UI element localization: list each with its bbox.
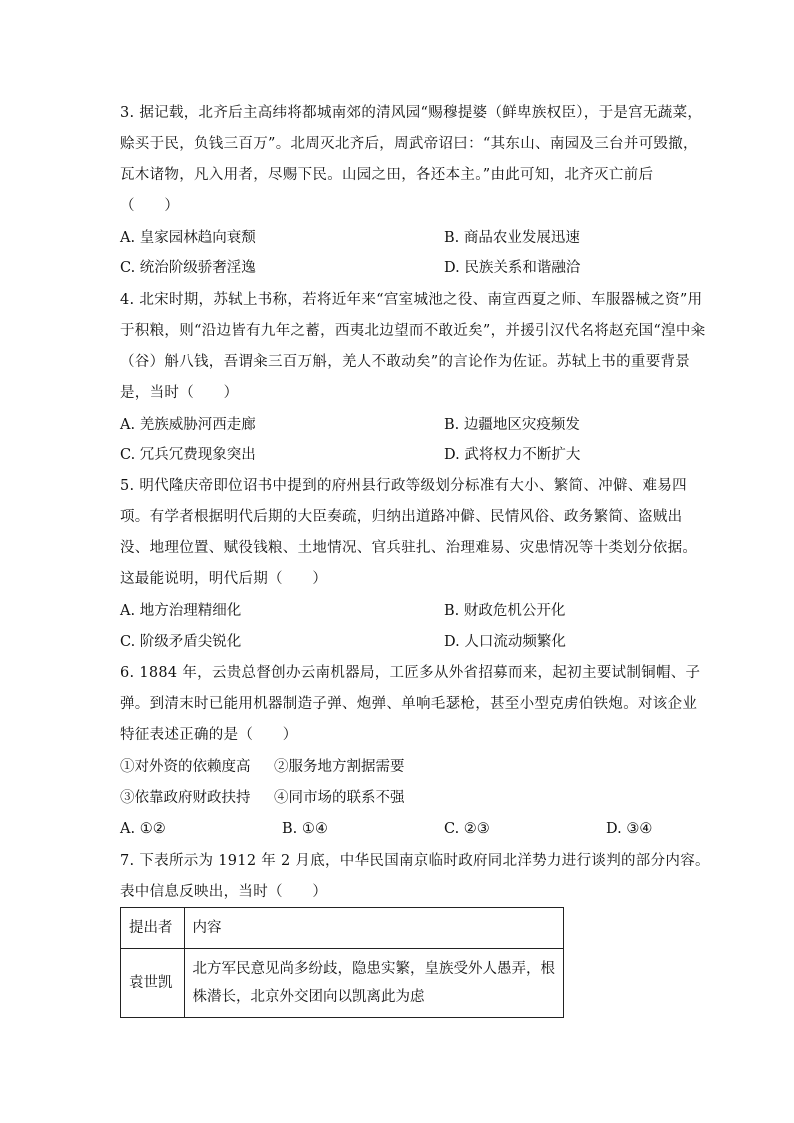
- table-header-content: 内容: [184, 908, 564, 949]
- q6-option-b: B. ①④: [282, 821, 328, 837]
- question-7: [120, 846, 710, 908]
- q5-line: 这最能说明，明代后期（ ）: [120, 571, 328, 587]
- q4-line: 是，当时（ ）: [120, 385, 239, 401]
- q3-line: 瓦木诸物，凡入用者，尽赐下民。山园之田，各还本主。”由此可知，北齐灭亡前后: [120, 167, 654, 183]
- table-cell-proposer: 袁世凯: [121, 949, 185, 1018]
- q4-line: （谷）斛八钱，吾谓籴三百万斛，羌人不敢动矣”的言论作为佐证。苏轼上书的重要背景: [120, 354, 691, 370]
- q7-table: [120, 907, 564, 1018]
- q7-line: 7. 下表所示为 1912 年 2 月底，中华民国南京临时政府同北洋势力进行谈判的部分内容。: [120, 853, 710, 869]
- question-6: [120, 658, 701, 751]
- q3-option-b: B. 商品农业发展迅速: [444, 230, 580, 246]
- q6-line: 特征表述正确的是（ ）: [120, 727, 298, 743]
- q4-line: 于积粮，则“沿边皆有九年之蓄，西夷北边望而不敢近矣”，并援引汉代名将赵充国“湟中籴: [120, 323, 706, 339]
- question-3: [120, 98, 703, 222]
- table-cell-line: 株潜长，北京外交团向以凯离此为虑: [192, 989, 425, 1005]
- q3-line: 赊买于民，负钱三百万”。北周灭北齐后，周武帝诏曰：“其东山、南园及三台并可毁撤，: [120, 136, 698, 152]
- q3-option-a: A. 皇家园林趋向衰颓: [120, 230, 256, 246]
- q5-option-b: B. 财政危机公开化: [444, 603, 566, 619]
- q6-statement-2: ②服务地方割据需要: [274, 759, 405, 775]
- q5-option-d: D. 人口流动频繁化: [444, 634, 566, 650]
- q7-line: 表中信息反映出，当时（ ）: [120, 884, 328, 900]
- q6-statement-1: ①对外资的依赖度高: [120, 759, 251, 775]
- q3-line: 3. 据记载，北齐后主高纬将都城南郊的清风园“赐穆提婆（鲜卑族权臣），于是宫无蔬菜，: [120, 105, 703, 121]
- q6-option-d: D. ③④: [606, 821, 653, 837]
- q5-option-c: C. 阶级矛盾尖锐化: [120, 634, 242, 650]
- table-header-row: [121, 908, 564, 949]
- question-4: [120, 285, 706, 409]
- q3-option-d: D. 民族关系和谐融洽: [444, 260, 581, 276]
- q6-option-a: A. ①②: [120, 821, 166, 837]
- table-row: [121, 949, 564, 1018]
- q4-option-c: C. 冗兵冗费现象突出: [120, 447, 256, 463]
- q4-option-d: D. 武将权力不断扩大: [444, 447, 581, 463]
- q6-line: 6. 1884 年，云贵总督创办云南机器局，工匠多从外省招募而来，起初主要试制铜帽、子: [120, 665, 701, 681]
- q6-statement-3: ③依靠政府财政扶持: [120, 790, 251, 806]
- q5-line: 没、地理位置、赋役钱粮、土地情况、官兵驻扎、治理难易、灾患情况等十类划分依据。: [120, 540, 698, 556]
- q5-line: 5. 明代隆庆帝即位诏书中提到的府州县行政等级划分标准有大小、繁简、冲僻、难易四: [120, 478, 687, 494]
- table-cell-line: 北方军民意见尚多纷歧，隐患实繁，皇族受外人愚弄，根: [192, 961, 555, 977]
- q6-statement-4: ④同市场的联系不强: [274, 790, 405, 806]
- q3-option-c: C. 统治阶级骄奢淫逸: [120, 260, 256, 276]
- q4-line: 4. 北宋时期，苏轼上书称，若将近年来“宫室城池之役、南宣西夏之师、车服器械之资”用: [120, 292, 703, 308]
- q5-option-a: A. 地方治理精细化: [120, 603, 242, 619]
- q4-option-a: A. 羌族威胁河西走廊: [120, 417, 256, 433]
- q6-line: 弹。到清末时已能用机器制造子弹、炮弹、单响毛瑟枪，甚至小型克虏伯铁炮。对该企业: [120, 696, 698, 712]
- q5-line: 项。有学者根据明代后期的大臣奏疏，归纳出道路冲僻、民情风俗、政务繁简、盗贼出: [120, 509, 683, 525]
- q6-option-c: C. ②③: [444, 821, 490, 837]
- table-header-proposer: 提出者: [121, 908, 185, 949]
- q4-option-b: B. 边疆地区灾疫频发: [444, 417, 580, 433]
- table-cell-content: [184, 949, 564, 1018]
- q3-line: （ ）: [120, 198, 180, 214]
- question-5: [120, 471, 698, 595]
